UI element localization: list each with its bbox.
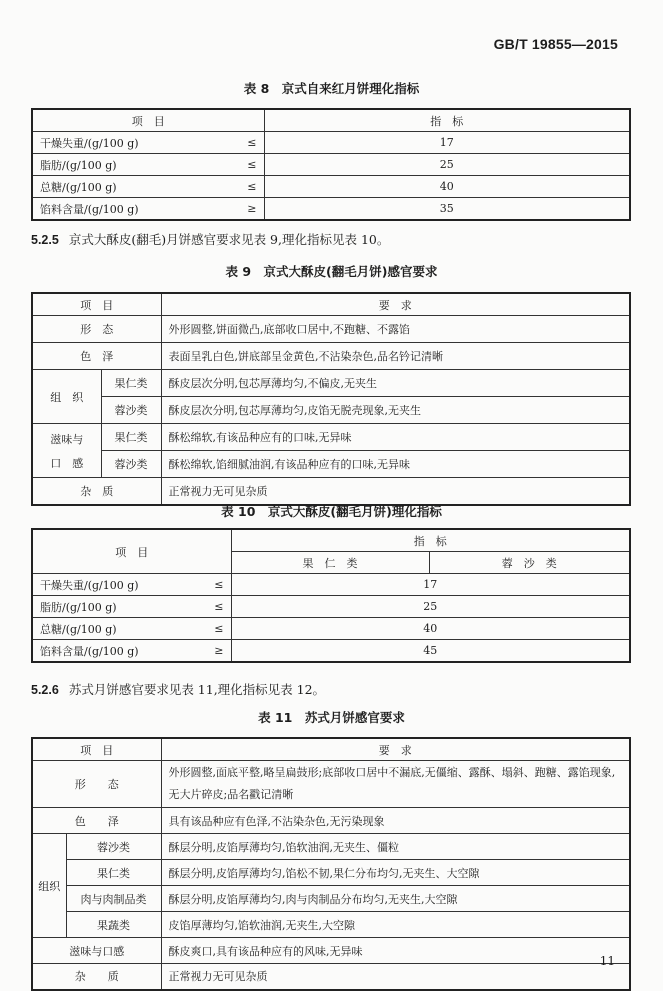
table-row	[32, 451, 630, 478]
table-row	[32, 761, 630, 808]
table11-req: 外形圆整,面底平整,略呈扁鼓形;底部收口居中不漏底,无僵缩、露酥、塌斜、跑糖、露馅现象,无大片碎皮;品名戳记清晰	[161, 761, 630, 808]
page-number: 11	[599, 954, 615, 968]
table8-header-index: 指 标	[264, 109, 630, 132]
table10-item: 脂肪/(g/100 g)	[32, 596, 189, 618]
table11-item: 色 泽	[32, 808, 161, 834]
table8	[31, 108, 631, 221]
table9-req: 酥松绵软,有该品种应有的口味,无异味	[161, 424, 630, 451]
table11-header-row	[32, 738, 630, 761]
table10-item: 馅料含量/(g/100 g)	[32, 640, 189, 663]
table8-item: 脂肪/(g/100 g)	[32, 154, 222, 176]
table-row	[32, 478, 630, 505]
table8-value: 17	[264, 132, 630, 154]
table-row	[32, 912, 630, 938]
table10-header-sub1: 果 仁 类	[231, 552, 429, 574]
table9-req: 酥皮层次分明,包芯厚薄均匀,皮馅无脱壳现象,无夹生	[161, 397, 630, 424]
clause-text: 京式大酥皮(翻毛)月饼感官要求见表 9,理化指标见表 10。	[68, 232, 390, 247]
table-row	[32, 808, 630, 834]
table9-item: 色 泽	[32, 343, 161, 370]
table-row	[32, 316, 630, 343]
table9-sub: 果仁类	[101, 424, 161, 451]
table-row	[32, 176, 630, 198]
table9-group-taste-line1: 滋味与	[50, 432, 84, 446]
table10-value: 40	[231, 618, 630, 640]
table9-req: 酥松绵软,馅细腻油润,有该品种应有的口味,无异味	[161, 451, 630, 478]
table10-header-sub2: 蓉 沙 类	[429, 552, 630, 574]
table-row	[32, 198, 630, 221]
clause-number: 5.2.6	[31, 683, 59, 697]
table11-group-texture: 组织	[32, 834, 66, 938]
clause-number: 5.2.5	[31, 233, 59, 247]
table-row	[32, 574, 630, 596]
table11-req: 酥层分明,皮馅厚薄均匀,馅软油润,无夹生、僵粒	[161, 834, 630, 860]
table-row	[32, 343, 630, 370]
table9-sub: 蓉沙类	[101, 397, 161, 424]
table-row	[32, 640, 630, 663]
table10-op: ≤	[189, 574, 231, 596]
table11-req: 酥层分明,皮馅厚薄均匀,馅松不韧,果仁分布均匀,无夹生、大空隙	[161, 860, 630, 886]
table10	[31, 528, 631, 663]
table10-op: ≤	[189, 596, 231, 618]
table10-header-row1	[32, 529, 630, 552]
table9	[31, 292, 631, 506]
table10-item: 总糖/(g/100 g)	[32, 618, 189, 640]
table9-req: 正常视力无可见杂质	[161, 478, 630, 505]
table11-item: 滋味与口感	[32, 938, 161, 964]
table11-item: 杂 质	[32, 964, 161, 990]
table-row	[32, 618, 630, 640]
table10-value: 45	[231, 640, 630, 663]
table9-group-texture: 组 织	[32, 370, 101, 424]
table8-op: ≤	[222, 176, 264, 198]
table10-title: 表 10 京式大酥皮(翻毛月饼)理化指标	[221, 504, 442, 519]
table-row	[32, 834, 630, 860]
table11	[31, 737, 631, 991]
table9-group-taste	[32, 424, 101, 478]
table11-req: 酥层分明,皮馅厚薄均匀,肉与肉制品分布均匀,无夹生,大空隙	[161, 886, 630, 912]
table11-req: 具有该品种应有色泽,不沾染杂色,无污染现象	[161, 808, 630, 834]
table10-header-index: 指 标	[231, 529, 630, 552]
table11-req: 皮馅厚薄均匀,馅软油润,无夹生,大空隙	[161, 912, 630, 938]
table11-title: 表 11 苏式月饼感官要求	[258, 710, 405, 725]
table11-sub: 果仁类	[66, 860, 161, 886]
table8-op: ≥	[222, 198, 264, 221]
table8-value: 40	[264, 176, 630, 198]
table11-req: 正常视力无可见杂质	[161, 964, 630, 990]
table9-req: 酥皮层次分明,包芯厚薄均匀,不偏皮,无夹生	[161, 370, 630, 397]
table9-header-row	[32, 293, 630, 316]
table9-header-item: 项 目	[32, 293, 161, 316]
table-row	[32, 860, 630, 886]
table9-header-req: 要 求	[161, 293, 630, 316]
standard-number: GB/T 19855—2015	[493, 36, 618, 52]
table-row	[32, 424, 630, 451]
table-row	[32, 154, 630, 176]
table8-item: 馅料含量/(g/100 g)	[32, 198, 222, 221]
table9-item: 形 态	[32, 316, 161, 343]
table11-req: 酥皮爽口,具有该品种应有的风味,无异味	[161, 938, 630, 964]
table8-title: 表 8 京式自来红月饼理化指标	[243, 81, 420, 96]
table9-req: 外形圆整,饼面微凸,底部收口居中,不跑糖、不露馅	[161, 316, 630, 343]
table11-header-req: 要 求	[161, 738, 630, 761]
table11-sub: 肉与肉制品类	[66, 886, 161, 912]
table9-sub: 果仁类	[101, 370, 161, 397]
table11-sub: 果蔬类	[66, 912, 161, 938]
table10-value: 25	[231, 596, 630, 618]
table-row	[32, 596, 630, 618]
table8-op: ≤	[222, 154, 264, 176]
table10-item: 干燥失重/(g/100 g)	[32, 574, 189, 596]
table10-header-item: 项 目	[32, 529, 231, 574]
table10-op: ≤	[189, 618, 231, 640]
table11-sub: 蓉沙类	[66, 834, 161, 860]
table9-req: 表面呈乳白色,饼底部呈金黄色,不沾染杂色,品名钤记清晰	[161, 343, 630, 370]
table8-item: 干燥失重/(g/100 g)	[32, 132, 222, 154]
table10-value: 17	[231, 574, 630, 596]
clause-text: 苏式月饼感官要求见表 11,理化指标见表 12。	[68, 682, 326, 697]
table10-op: ≥	[189, 640, 231, 663]
table11-item: 形 态	[32, 761, 161, 808]
table-row	[32, 132, 630, 154]
table9-title: 表 9 京式大酥皮(翻毛月饼)感官要求	[225, 264, 438, 279]
table-row	[32, 397, 630, 424]
clause-5-2-6	[31, 680, 325, 698]
table8-value: 25	[264, 154, 630, 176]
table8-op: ≤	[222, 132, 264, 154]
table-row	[32, 370, 630, 397]
table-row	[32, 886, 630, 912]
table9-group-taste-line2: 口 感	[50, 456, 84, 470]
table8-item: 总糖/(g/100 g)	[32, 176, 222, 198]
clause-5-2-5	[31, 230, 389, 248]
table8-value: 35	[264, 198, 630, 221]
table-row	[32, 938, 630, 964]
table9-item: 杂 质	[32, 478, 161, 505]
table9-sub: 蓉沙类	[101, 451, 161, 478]
table11-header-item: 项 目	[32, 738, 161, 761]
table8-header-row	[32, 109, 630, 132]
table8-header-item: 项 目	[32, 109, 264, 132]
